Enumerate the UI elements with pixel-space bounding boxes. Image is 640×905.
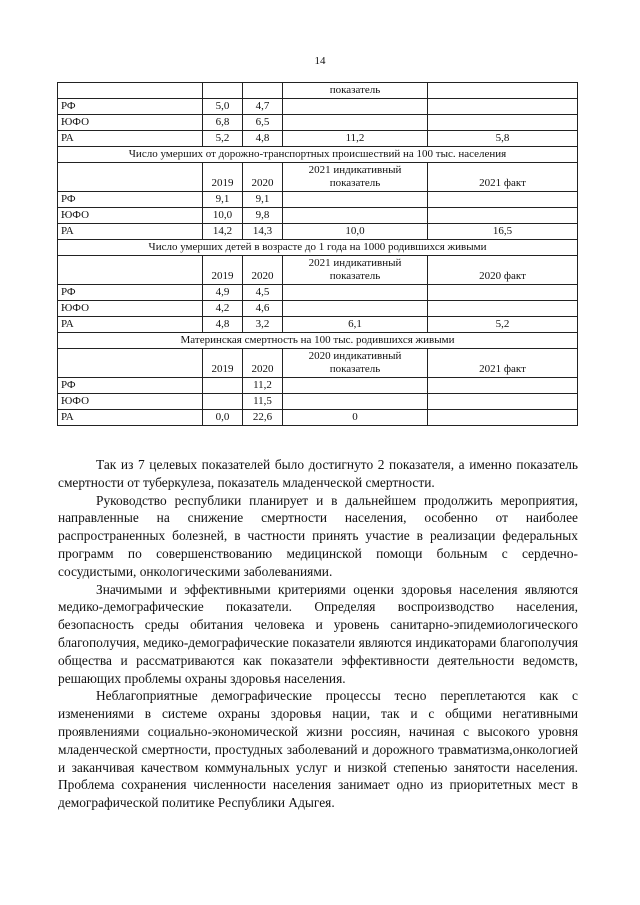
- table-row: РА 14,2 14,3 10,0 16,5: [58, 224, 578, 240]
- paragraph: Неблагоприятные демографические процессы тесно переплетаются как с изменениями в системе охраны здоровья нации, так и с общими негативными проявлениями социально-экономической жизни россиян, начиная с высокого уровня младенческой смертности, простудных заболеваний и дорожного травматизма,онкологией и заканчивая качеством коммунальных услуг и низкой степенью занятости населения. Проблема сохранения численности населения занимает одно из приоритетных мест в демографической политике Республики Адыгея.: [58, 688, 578, 811]
- table-row: ЮФО 11,5: [58, 394, 578, 410]
- table-row: РФ 11,2: [58, 378, 578, 394]
- indicative-header: показатель: [283, 83, 428, 99]
- header-row: 2019 2020 2021 индикативный показатель 2021 факт: [58, 163, 578, 192]
- section-title: Материнская смертность на 100 тыс. родившихся живыми: [58, 333, 578, 349]
- table-row: РФ 4,9 4,5: [58, 285, 578, 301]
- page-number: 14: [314, 55, 326, 67]
- table-row: РФ 5,0 4,7: [58, 99, 578, 115]
- header-row: 2019 2020 2020 индикативный показатель 2021 факт: [58, 349, 578, 378]
- section-title-row: [58, 333, 578, 349]
- section-title: Число умерших от дорожно-транспортных происшествий на 100 тыс. населения: [58, 147, 578, 163]
- paragraph: Руководство республики планирует и в дальнейшем продолжить мероприятия, направленные на снижение смертности населения, особенно от наиболее распространенных болезней, в частности принять участие в реализации федеральных программ по совершенствованию медицинской помощи больным с сердечно-сосудистыми, онкологическими заболеваниями.: [58, 492, 578, 579]
- section-title-row: [58, 240, 578, 256]
- table-row: ЮФО 6,8 6,5: [58, 115, 578, 131]
- header-row: 2019 2020 2021 индикативный показатель 2020 факт: [58, 256, 578, 285]
- table-row: ЮФО 10,0 9,8: [58, 208, 578, 224]
- paragraph: Значимыми и эффективными критериями оценки здоровья населения являются медико-демографические показатели. Определяя воспроизводство населения, безопасность среды обитания человека и уровень санитарно-эпидемиологического благополучия, медико-демографические показатели являются индикаторами благополучия общества и рассматриваются как показатели эффективности деятельности ведомств, решающих проблемы охраны здоровья населения.: [58, 581, 578, 686]
- paragraph: Так из 7 целевых показателей было достигнуто 2 показателя, а именно показатель смертности от туберкулеза, показатель младенческой смертности.: [58, 457, 578, 490]
- table-row: [58, 83, 578, 99]
- section-title-row: [58, 147, 578, 163]
- table-row: РА 4,8 3,2 6,1 5,2: [58, 317, 578, 333]
- section-title: Число умерших детей в возрасте до 1 года на 1000 родившихся живыми: [58, 240, 578, 256]
- table-row: РА 5,2 4,8 11,2 5,8: [58, 131, 578, 147]
- table-row: РФ 9,1 9,1: [58, 192, 578, 208]
- statistics-table: [57, 82, 578, 426]
- table-row: ЮФО 4,2 4,6: [58, 301, 578, 317]
- body-text: [58, 456, 578, 812]
- table-row: РА 0,0 22,6 0: [58, 410, 578, 426]
